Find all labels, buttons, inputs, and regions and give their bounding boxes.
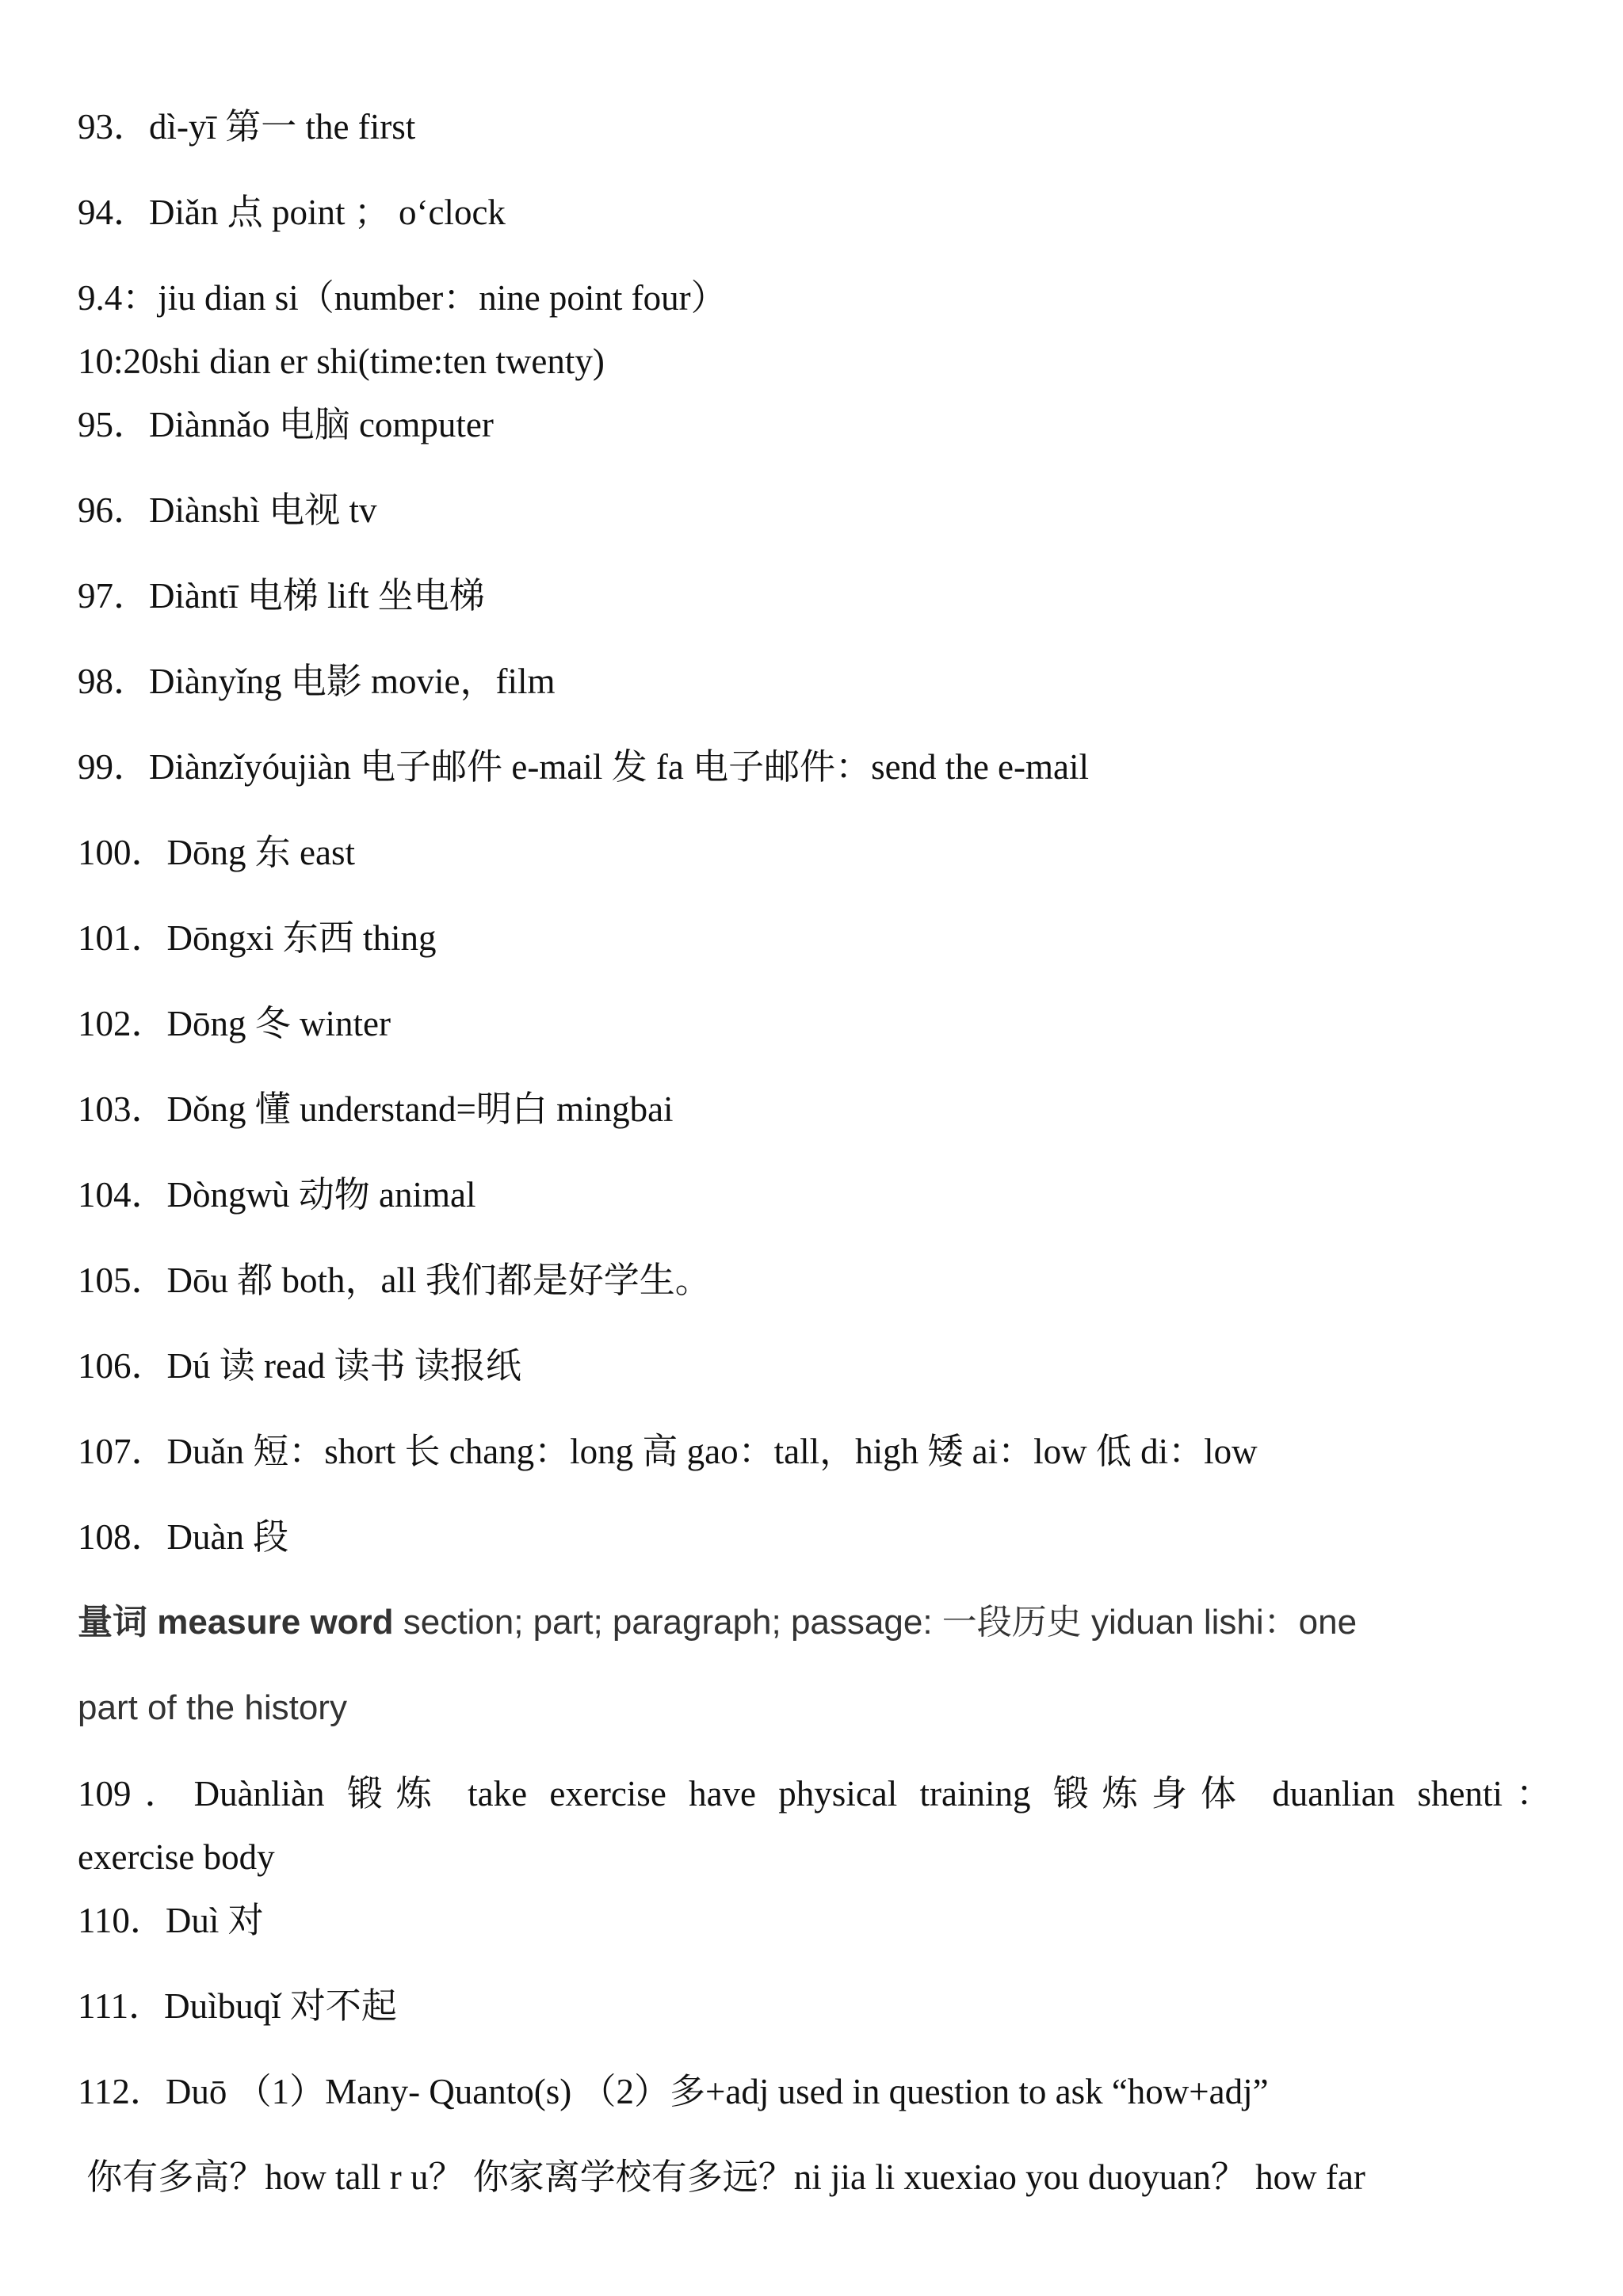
entry-100: 100．Dōng 东 east <box>78 833 355 872</box>
entry-106: 106．Dú 读 read 读书 读报纸 <box>78 1346 521 1386</box>
entry-105: 105．Dōu 都 both，all 我们都是好学生。 <box>78 1261 711 1300</box>
entry-103: 103．Dǒng 懂 understand=明白 mingbai <box>78 1089 674 1129</box>
entry-99: 99．Diànzǐyóujiàn 电子邮件 e-mail 发 fa 电子邮件：send the e-mail <box>78 747 1089 787</box>
entry-96: 96．Diànshì 电视 tv <box>78 490 377 530</box>
entry-94: 94．Diǎn 点 point ； o‘clock <box>78 193 506 232</box>
entry-111: 111．Duìbuqǐ 对不起 <box>78 1986 397 2026</box>
entry-104: 104．Dòngwù 动物 animal <box>78 1175 476 1215</box>
entry-97: 97．Diàntī 电梯 lift 坐电梯 <box>78 576 485 616</box>
entry-95: 95．Diànnǎo 电脑 computer <box>78 405 494 444</box>
entry-112: 112．Duō （1）Many- Quanto(s) （2）多+adj used in question to ask “how+adj” <box>78 2072 1269 2111</box>
measure-word-label: 量词 measure word <box>78 1603 394 1642</box>
entry-93: 93．dì-yī 第一 the first <box>78 107 416 147</box>
entry-109: 109．Duànliàn 锻炼 take exercise have physical training 锻炼身体 duanlian shenti： <box>78 1774 1552 1814</box>
measure-word-note <box>78 1599 1357 1646</box>
measure-word-continuation: part of the history <box>78 1688 347 1727</box>
entry-101: 101．Dōngxi 东西 thing <box>78 918 437 958</box>
entry-94-example-number: 9.4：jiu dian si（number：nine point four） <box>78 278 727 318</box>
entry-110: 110．Duì 对 <box>78 1901 264 1940</box>
entry-94-example-time: 10:20shi dian er shi(time:ten twenty) <box>78 341 605 381</box>
measure-word-text: section; part; paragraph; passage: 一段历史 yiduan lishi：one <box>393 1603 1358 1642</box>
entry-109-continuation: exercise body <box>78 1837 275 1877</box>
entry-107: 107．Duǎn 短：short 长 chang：long 高 gao：tall，high 矮 ai：low 低 di：low <box>78 1432 1258 1471</box>
entry-102: 102．Dōng 冬 winter <box>78 1004 391 1043</box>
entry-98: 98．Diànyǐng 电影 movie，film <box>78 662 556 701</box>
entry-108: 108．Duàn 段 <box>78 1517 289 1557</box>
entry-112-example: 你有多高？how tall r u？ 你家离学校有多远？ni jia li xuexiao you duoyuan？ how far <box>78 2157 1365 2197</box>
